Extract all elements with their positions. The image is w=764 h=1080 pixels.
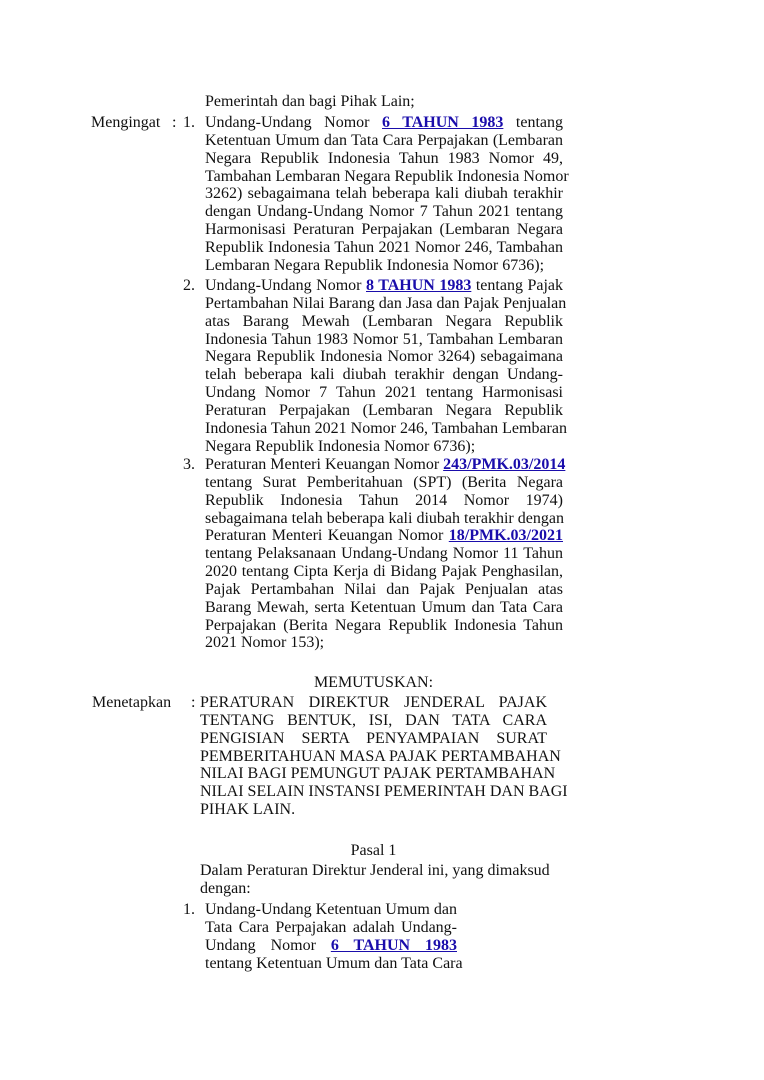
regulation-link[interactable]: 6 TAHUN 1983 (330, 936, 457, 954)
text-line (205, 313, 563, 331)
text-line (205, 581, 563, 599)
text-segment: Perpajakan (Berita Negara Republik Indonesia Tahun (205, 616, 563, 634)
text-line (205, 617, 563, 635)
regulation-link[interactable]: 8 TAHUN 1983 (366, 277, 472, 294)
text-line (205, 366, 563, 384)
text-line (205, 954, 463, 973)
text-segment: Dalam Peraturan Direktur Jenderal ini, yang dimaksud (200, 862, 550, 879)
text-segment: Negara Republik Indonesia Tahun 1983 Nomor 49, (205, 149, 563, 167)
text-line (200, 712, 547, 730)
menetapkan-title (200, 694, 568, 819)
text-segment: Ketentuan Umum dan Tata Cara Perpajakan (Lembaran (205, 131, 563, 149)
text-line (205, 456, 566, 474)
text-segment: sebagaimana telah beberapa kali diubah terakhir dengan (205, 509, 564, 527)
regulation-link[interactable]: 18/PMK.03/2021 (448, 527, 563, 545)
pasal-1-intro (200, 862, 550, 898)
regulation-link[interactable]: 243/PMK.03/2014 (443, 456, 566, 473)
text-line (205, 545, 563, 563)
text-segment: Undang Nomor (205, 936, 331, 954)
text-segment: TENTANG BENTUK, ISI, DAN TATA CARA (200, 711, 547, 729)
text-line (205, 150, 563, 168)
text-line (200, 730, 547, 748)
text-line (205, 402, 563, 420)
text-segment: 2021 Nomor 153); (205, 634, 325, 652)
text-segment: PERATURAN DIREKTUR JENDERAL PAJAK (200, 694, 547, 711)
text-line (205, 331, 563, 349)
mengingat-label: Mengingat (91, 114, 161, 131)
text-segment: Republik Indonesia Tahun 2021 Nomor 246, Tambahan (205, 238, 563, 256)
text-segment: Negara Republik Indonesia Nomor 6736); (205, 437, 476, 455)
text-line (205, 919, 457, 937)
text-segment: Undang-Undang Nomor (205, 277, 366, 294)
text-line (200, 783, 568, 801)
mengingat-colon: : (172, 114, 177, 131)
pasal-1-heading: Pasal 1 (350, 842, 397, 859)
text-line (205, 937, 457, 955)
pasal-1-item-1 (205, 901, 463, 972)
text-line (205, 257, 563, 275)
text-segment: Tata Cara Perpajakan adalah Undang- (205, 918, 457, 936)
text-segment: tentang (503, 114, 564, 131)
menetapkan-colon: : (191, 694, 196, 711)
text-line (205, 294, 567, 313)
text-line (205, 277, 563, 295)
text-segment: Tambahan Lembaran Negara Republik Indonesia Nomor (205, 167, 569, 185)
text-segment: PENGISIAN SERTA PENYAMPAIAN SURAT (200, 729, 547, 747)
text-line (205, 132, 563, 150)
mengingat-item-1 (205, 114, 569, 275)
item-number: 3. (183, 456, 195, 473)
memutuskan-heading: MEMUTUSKAN: (313, 674, 434, 691)
text-segment: Lembaran Negara Republik Indonesia Nomor 6736); (205, 256, 545, 274)
regulation-link[interactable]: 6 TAHUN 1983 (382, 114, 504, 131)
text-line (200, 765, 556, 783)
item-number: 1. (183, 901, 195, 918)
text-segment: Negara Republik Indonesia Nomor 3264) sebagaimana (205, 348, 563, 366)
text-segment: Pertambahan Nilai Barang dan Jasa dan Pajak Penjualan (205, 294, 567, 312)
text-line (205, 438, 563, 456)
text-segment: PIHAK LAIN. (200, 801, 296, 819)
mengingat-item-2 (205, 277, 567, 455)
text-line (205, 492, 563, 510)
text-segment: tentang Pelaksanaan Undang-Undang Nomor 11 Tahun (205, 545, 563, 563)
text-line (205, 563, 563, 581)
item-number: 1. (183, 114, 195, 131)
text-segment: NILAI SELAIN INSTANSI PEMERINTAH DAN BAGI (200, 783, 568, 801)
text-line (205, 634, 563, 652)
menetapkan-label: Menetapkan (92, 694, 172, 711)
text-segment: Harmonisasi Peraturan Perpajakan (Lembaran Negara (205, 221, 563, 239)
text-segment: NILAI BAGI PEMUNGUT PAJAK PERTAMBAHAN (200, 765, 556, 783)
text-line (205, 221, 563, 239)
text-line (205, 167, 569, 186)
text-line (205, 203, 563, 221)
text-segment: Peraturan Menteri Keuangan Nomor (205, 456, 444, 473)
text-line (205, 384, 563, 402)
mengingat-item-3 (205, 456, 566, 652)
text-segment: telah beberapa kali diubah terakhir dengan Undang- (205, 366, 563, 384)
text-line (205, 348, 563, 366)
item-number: 2. (183, 277, 195, 294)
text-line (200, 694, 547, 712)
text-line (205, 185, 563, 203)
text-segment: dengan: (200, 879, 251, 897)
text-line (205, 527, 563, 545)
text-segment: Pajak Pertambahan Nilai dan Pajak Penjualan atas (205, 580, 563, 598)
text-line (205, 901, 457, 919)
text-segment: PEMBERITAHUAN MASA PAJAK PERTAMBAHAN (200, 747, 561, 765)
text-segment: Barang Mewah, serta Ketentuan Umum dan Tata Cara (205, 598, 563, 616)
text-line (205, 510, 563, 528)
text-segment: tentang Ketentuan Umum dan Tata Cara (205, 954, 463, 972)
text-line (205, 239, 563, 257)
text-line (205, 474, 563, 492)
text-segment: Peraturan Perpajakan (Lembaran Negara Republik (205, 401, 563, 419)
text-segment: 2020 tentang Cipta Kerja di Bidang Pajak Penghasilan, (205, 563, 563, 581)
text-line (200, 801, 547, 819)
text-segment: dengan Undang-Undang Nomor 7 Tahun 2021 tentang (205, 203, 563, 221)
text-segment: Indonesia Tahun 2021 Nomor 246, Tambahan Lembaran (205, 419, 567, 437)
text-line (200, 862, 550, 880)
text-line (200, 747, 561, 766)
text-segment: Undang Nomor 7 Tahun 2021 tentang Harmonisasi (205, 384, 563, 402)
text-line (205, 114, 563, 132)
text-line (205, 419, 567, 438)
text-segment: Republik Indonesia Tahun 2014 Nomor 1974) (205, 491, 563, 509)
text-segment: Undang-Undang Ketentuan Umum dan (205, 901, 457, 918)
text-segment: 3262) sebagaimana telah beberapa kali diubah terakhir (205, 185, 563, 203)
text-segment: tentang Surat Pemberitahuan (SPT) (Berita Negara (205, 473, 563, 491)
text-segment: Peraturan Menteri Keuangan Nomor (205, 527, 449, 545)
text-line (205, 599, 563, 617)
text-segment: Indonesia Tahun 1983 Nomor 51, Tambahan Lembaran (205, 330, 563, 348)
text-segment: atas Barang Mewah (Lembaran Negara Republik (205, 312, 563, 330)
text-segment: Undang-Undang Nomor (205, 114, 383, 131)
text-segment: tentang Pajak (471, 277, 564, 294)
text-line (200, 880, 547, 898)
intro-tail: Pemerintah dan bagi Pihak Lain; (205, 93, 415, 110)
